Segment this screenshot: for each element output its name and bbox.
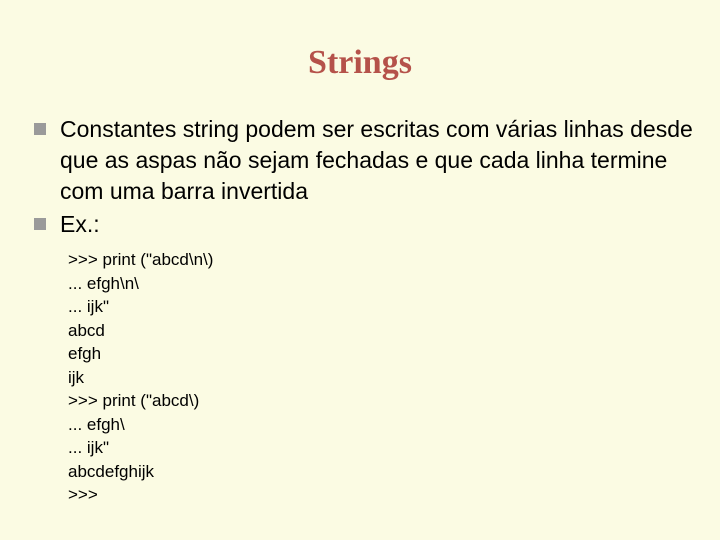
slide-title: Strings: [308, 44, 412, 81]
bullet-text: Constantes string podem ser escritas com várias linhas desde que as aspas não sejam fechadas e que cada linha termine com uma barra invertida: [60, 116, 693, 204]
code-line: efgh: [68, 344, 102, 363]
code-line: abcd: [68, 320, 105, 340]
code-line: ... efgh\: [68, 414, 125, 434]
square-bullet-icon: [34, 123, 46, 135]
square-bullet-icon: [34, 218, 46, 230]
code-line: ... efgh\n\: [68, 273, 139, 293]
bullet-list: [34, 114, 704, 242]
bullet-text: Ex.:: [60, 211, 100, 237]
bullet-item: [34, 114, 704, 207]
code-line: ... ijk": [68, 297, 109, 316]
code-line: >>> print ("abcd\n\): [68, 250, 214, 269]
code-line: >>> print ("abcd\): [68, 391, 200, 410]
code-line: ijk: [68, 367, 85, 387]
code-line: abcdefghijk: [68, 461, 155, 481]
code-line: ... ijk": [68, 438, 109, 457]
code-example: [68, 248, 213, 507]
bullet-item: [34, 209, 704, 240]
code-line: >>>: [68, 485, 98, 504]
